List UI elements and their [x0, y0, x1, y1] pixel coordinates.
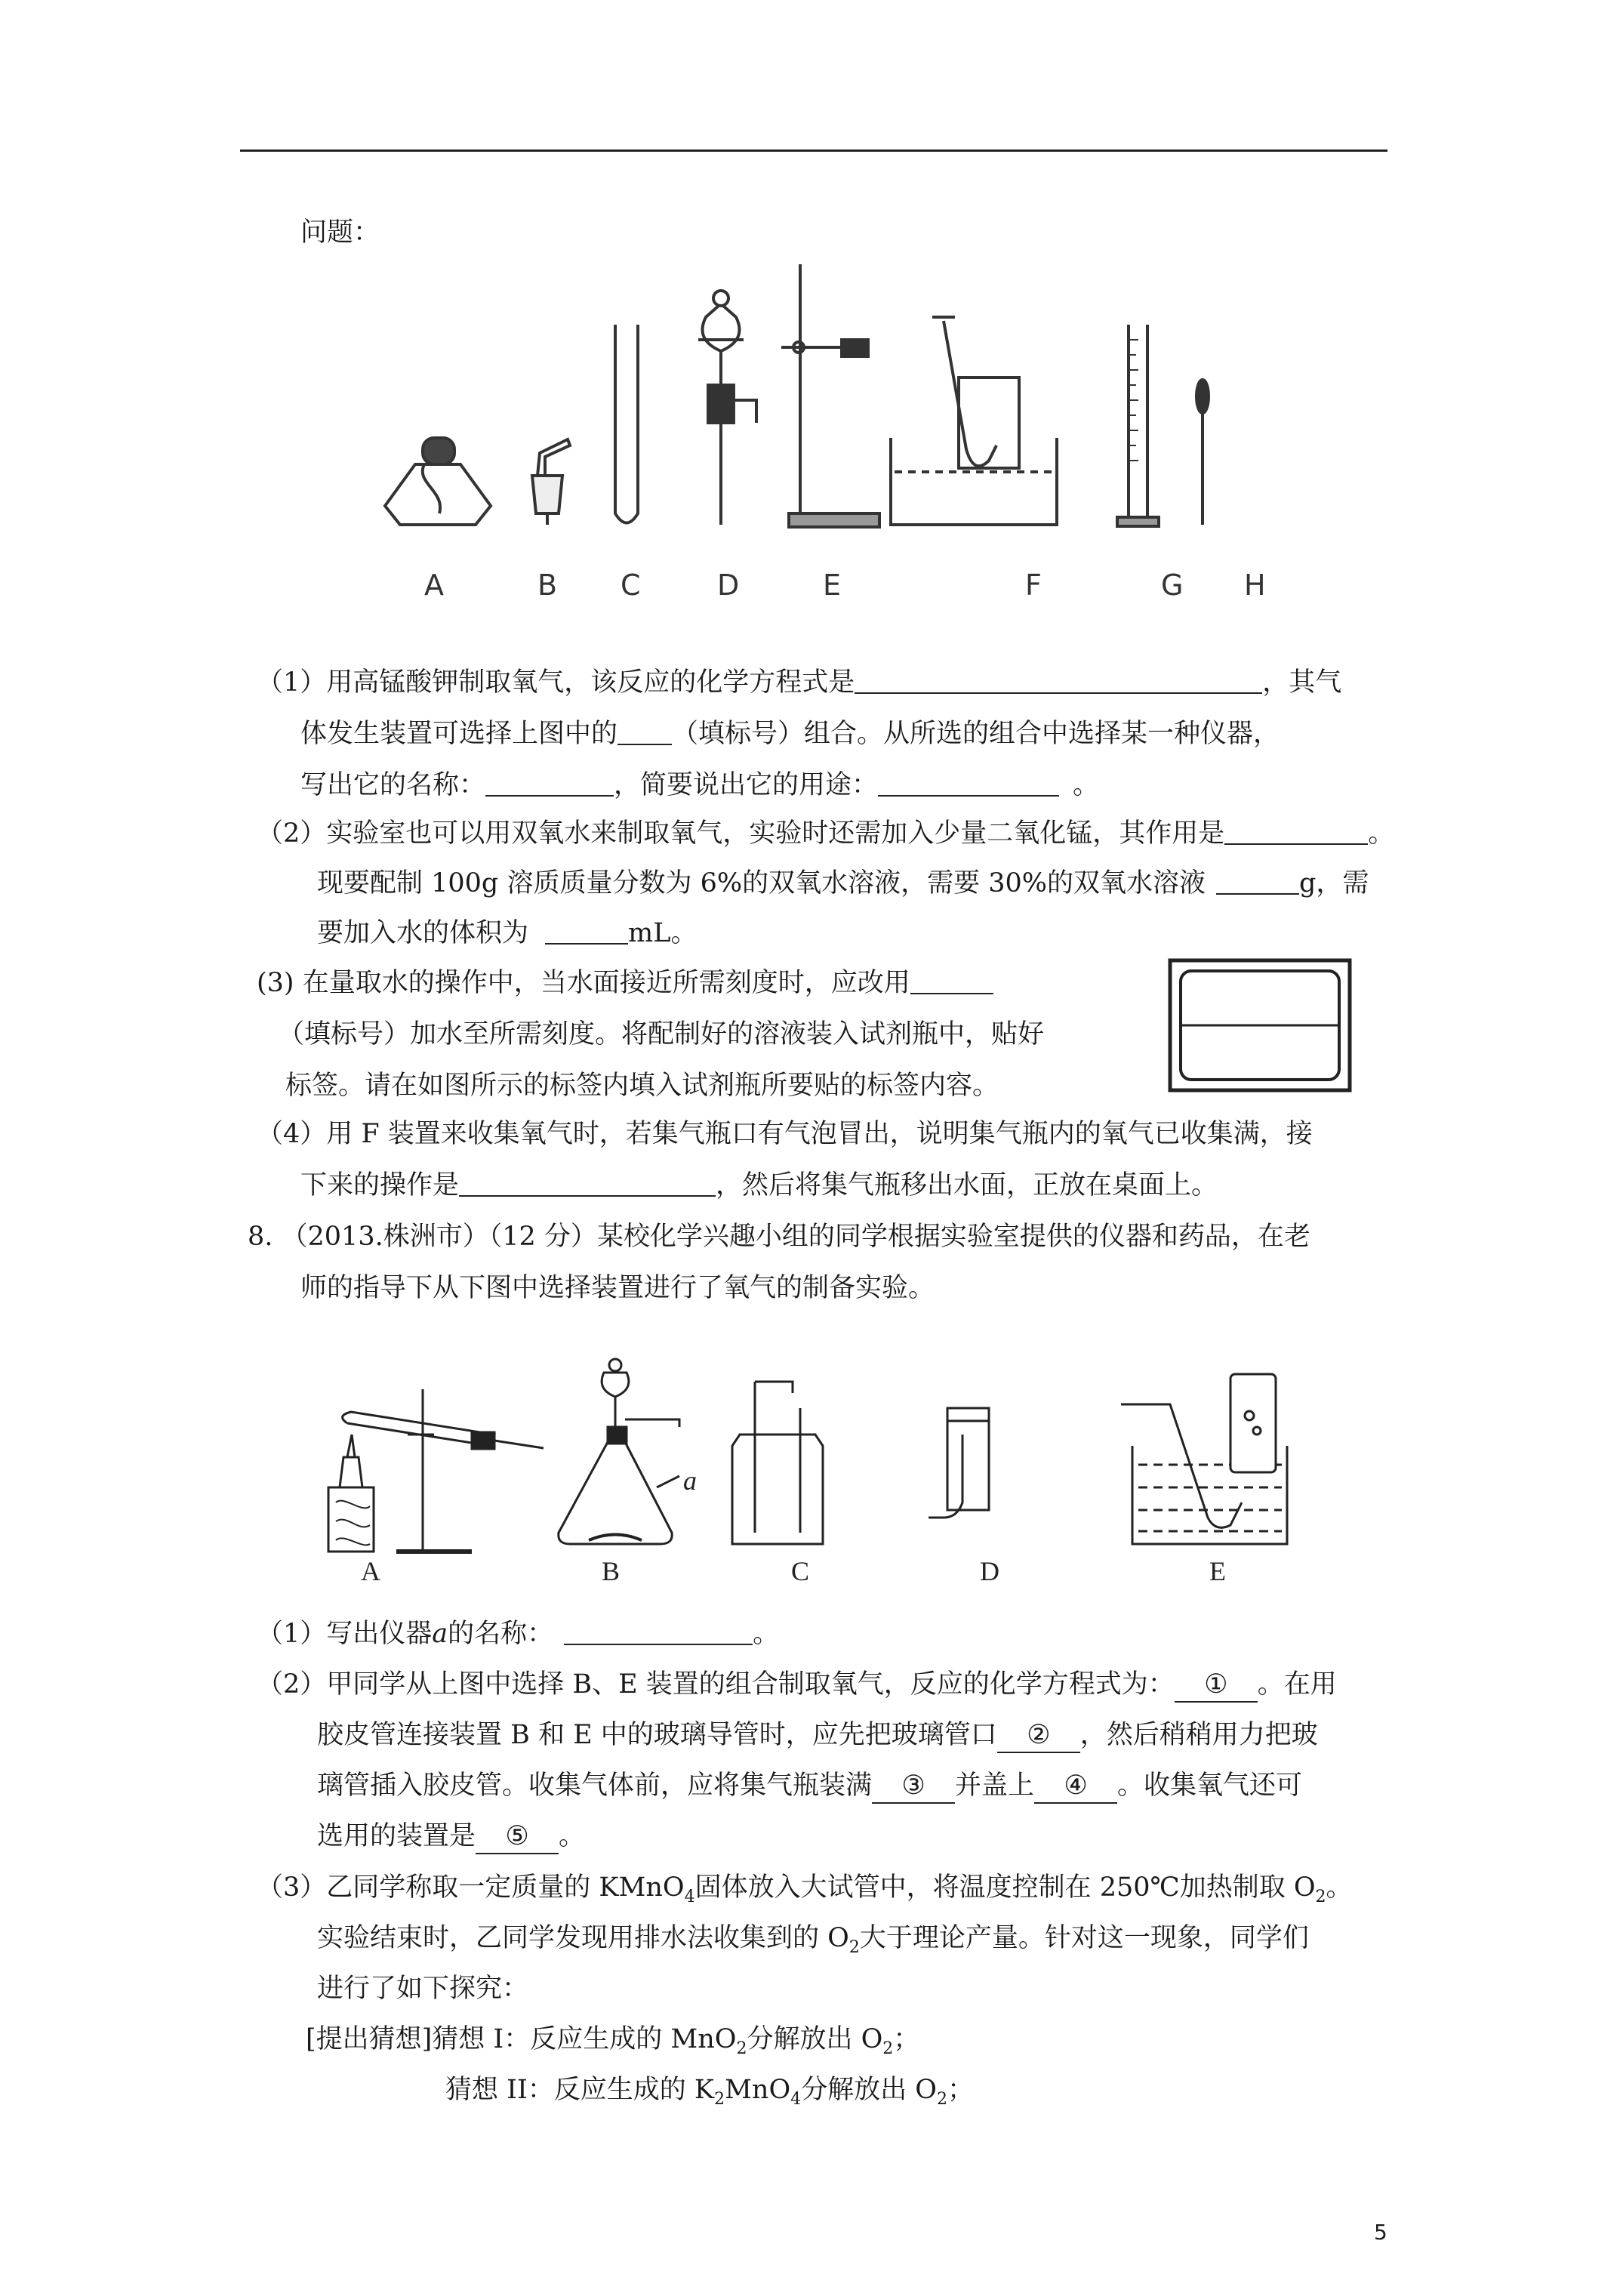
- q2-text: 现要配制 100g 溶质质量分数为 6%的双氧水溶液，需要 30%的双氧水溶液: [317, 868, 1206, 898]
- q1-text: ，其气: [1262, 667, 1342, 698]
- q1-use-blank[interactable]: [878, 768, 1059, 797]
- q2-text: 要加入水的体积为: [317, 918, 529, 948]
- p1-instrument-a: a: [432, 1619, 448, 1649]
- q2-text: （2）实验室也可以用双氧水来制取氧气，实验时还需加入少量二氧化锰，其作用是: [257, 818, 1225, 849]
- fig1-label-f: F: [1025, 569, 1042, 602]
- alcohol-lamp-icon: [385, 438, 491, 525]
- heating-apparatus-icon: [328, 1389, 544, 1552]
- dropper-icon: [1196, 380, 1209, 525]
- p1-name-blank[interactable]: [564, 1616, 753, 1645]
- p3-line-5: [445, 2070, 974, 2110]
- p1-text: （1）写出仪器: [257, 1619, 433, 1649]
- p3-text: 分解放出 O: [801, 2075, 937, 2105]
- p3-text: 大于理论产量。针对这一现象，同学们: [859, 1923, 1309, 1953]
- fig1-label-h: H: [1244, 569, 1266, 602]
- separatory-funnel-icon: [698, 291, 756, 525]
- fig2-label-c: C: [791, 1556, 810, 1586]
- p1-text: 。: [753, 1619, 780, 1649]
- p3-text: 实验结束时，乙同学发现用排水法收集到的 O: [317, 1923, 849, 1953]
- q2-mass-blank[interactable]: [1216, 866, 1299, 895]
- fig1-label-b: B: [537, 569, 558, 602]
- page-number: 5: [1374, 2220, 1387, 2245]
- p3-text: MnO: [725, 2075, 791, 2105]
- p2-blank-3[interactable]: ③: [872, 1769, 955, 1804]
- q4-line-2: [300, 1166, 1218, 1205]
- p3-line-4: [306, 2020, 919, 2059]
- fig2-label-a: A: [361, 1556, 380, 1586]
- p2-text: 胶皮管连接装置 B 和 E 中的玻璃导管时，应先把玻璃管口: [317, 1720, 997, 1750]
- p2-line-4: [317, 1817, 585, 1856]
- q2-role-blank[interactable]: [1224, 816, 1368, 845]
- graduated-cylinder-icon: [1117, 325, 1159, 526]
- q2-line-2: [317, 864, 1369, 903]
- p3-text: [提出猜想]猜想 I：反应生成的 MnO: [306, 2024, 737, 2054]
- q1-line-2: [300, 714, 1280, 754]
- q3-instrument-blank[interactable]: [910, 966, 993, 994]
- p2-text: ，然后稍稍用力把玻: [1079, 1720, 1318, 1750]
- p1-line: [257, 1614, 779, 1653]
- water-trough-collection-icon: [891, 317, 1057, 525]
- q1-apparatus-blank[interactable]: [617, 717, 672, 745]
- q8-line-1: 8. （2013.株洲市）（12 分）某校化学兴趣小组的同学根据实验室提供的仪器和药品，在老: [248, 1222, 1310, 1252]
- q3-text: (3) 在量取水的操作中，当水面接近所需刻度时，应改用: [257, 968, 910, 998]
- q1-line-3: [300, 766, 1099, 805]
- p2-blank-4[interactable]: ④: [1034, 1769, 1117, 1804]
- p3-sub: 4: [790, 2090, 802, 2109]
- p3-text: 分解放出 O: [747, 2024, 883, 2054]
- p2-line-3: [317, 1766, 1302, 1805]
- header-rule: [240, 149, 1387, 152]
- p3-text: 固体放入大试管中，将温度控制在 250℃加热制取 O: [694, 1872, 1316, 1903]
- p2-line-2: [317, 1715, 1318, 1755]
- fig1-label-a: A: [424, 569, 444, 602]
- p2-text: （2）甲同学从上图中选择 B、E 装置的组合制取氧气，反应的化学方程式为：: [257, 1669, 1175, 1700]
- q2-text: 。: [1368, 818, 1395, 849]
- p3-sub: 2: [882, 2039, 894, 2058]
- question-label: 问题：: [300, 217, 380, 248]
- p2-text: 。在用: [1257, 1669, 1337, 1700]
- q2-volume-blank[interactable]: [545, 916, 628, 945]
- fig2-label-b: B: [602, 1556, 621, 1586]
- q3-line-2: （填标号）加水至所需刻度。将配制好的溶液装入试剂瓶中，贴好: [278, 1019, 1045, 1049]
- p2-text: 选用的装置是: [317, 1821, 476, 1851]
- p2-text: 并盖上: [955, 1771, 1035, 1801]
- fig2-label-e: E: [1209, 1556, 1226, 1586]
- q1-name-blank[interactable]: [485, 768, 614, 797]
- p3-sub: 2: [1315, 1888, 1326, 1906]
- gas-bottle-down-icon: [929, 1408, 989, 1518]
- q1-text: ，简要说出它的用途：: [614, 770, 879, 800]
- p3-line-1: [257, 1868, 1353, 1907]
- p2-blank-2[interactable]: ②: [997, 1718, 1080, 1753]
- p2-line-1: [257, 1665, 1337, 1704]
- reagent-label-box[interactable]: [1167, 957, 1353, 1093]
- q1-text: （填标号）组合。从所选的组合中选择某一种仪器，: [672, 719, 1280, 749]
- p3-line-2: [317, 1918, 1309, 1958]
- p3-sub: 2: [848, 1938, 860, 1957]
- p2-text: 璃管插入胶皮管。收集气体前，应将集气瓶装满: [317, 1771, 873, 1801]
- p2-text: 。: [559, 1821, 586, 1851]
- q4-text: 下来的操作是: [300, 1170, 460, 1200]
- fig2-label-a-instrument: a: [683, 1465, 697, 1496]
- p3-sub: 2: [714, 2090, 725, 2109]
- p1-text: 的名称：: [448, 1619, 554, 1649]
- q4-operation-blank[interactable]: [459, 1168, 716, 1197]
- fig1-label-d: D: [717, 569, 740, 602]
- flask-funnel-apparatus-icon: [559, 1359, 679, 1544]
- p3-text: （3）乙同学称取一定质量的 KMnO: [257, 1872, 685, 1903]
- q2-line-3: [317, 914, 697, 953]
- p2-blank-5[interactable]: ⑤: [476, 1820, 559, 1854]
- water-trough-icon: [1121, 1374, 1287, 1544]
- fig1-label-c: C: [621, 569, 641, 602]
- p3-line-3: 进行了如下探究：: [317, 1974, 529, 2004]
- fig2-label-d: D: [980, 1556, 999, 1586]
- q1-text: 写出它的名称：: [300, 770, 486, 800]
- p3-text: 猜想 II：反应生成的 K: [445, 2075, 715, 2105]
- q1-line-1: [257, 663, 1341, 702]
- rubber-stopper-tube-icon: [532, 439, 570, 525]
- q4-line-1: （4）用 F 装置来收集氧气时，若集气瓶口有气泡冒出，说明集气瓶内的氧气已收集满，接: [257, 1119, 1313, 1149]
- fig1-label-g: G: [1161, 569, 1184, 602]
- q3-line-3: 标签。请在如图所示的标签内填入试剂瓶所要贴的标签内容。: [285, 1071, 999, 1101]
- p3-text: ；: [947, 2075, 974, 2105]
- p3-text: 。: [1326, 1872, 1353, 1903]
- q3-line-1: [257, 963, 993, 1003]
- q8-line-2: 师的指导下从下图中选择装置进行了氧气的制备实验。: [300, 1273, 935, 1303]
- q2-text: g，需: [1299, 868, 1369, 898]
- fig1-label-e: E: [823, 569, 842, 602]
- q2-line-1: [257, 814, 1394, 853]
- gas-bottle-up-icon: [732, 1382, 823, 1544]
- q1-text: 体发生装置可选择上图中的: [300, 719, 618, 749]
- q1-equation-blank[interactable]: [855, 665, 1262, 694]
- q4-text: ，然后将集气瓶移出水面，正放在桌面上。: [716, 1170, 1218, 1200]
- apparatus-figure-2: [302, 1351, 1397, 1555]
- p3-text: ；: [893, 2024, 920, 2054]
- test-tube-icon: [615, 325, 638, 523]
- p2-text: 。收集氧气还可: [1117, 1771, 1303, 1801]
- q1-text: 。: [1073, 770, 1100, 800]
- q1-text: （1）用高锰酸钾制取氧气，该反应的化学方程式是: [257, 667, 855, 698]
- q2-text: mL。: [628, 918, 698, 948]
- p3-sub: 4: [684, 1888, 695, 1906]
- p3-sub: 2: [936, 2090, 947, 2109]
- p2-blank-1[interactable]: ①: [1175, 1668, 1258, 1703]
- iron-stand-icon: [781, 264, 879, 527]
- p3-sub: 2: [736, 2039, 747, 2058]
